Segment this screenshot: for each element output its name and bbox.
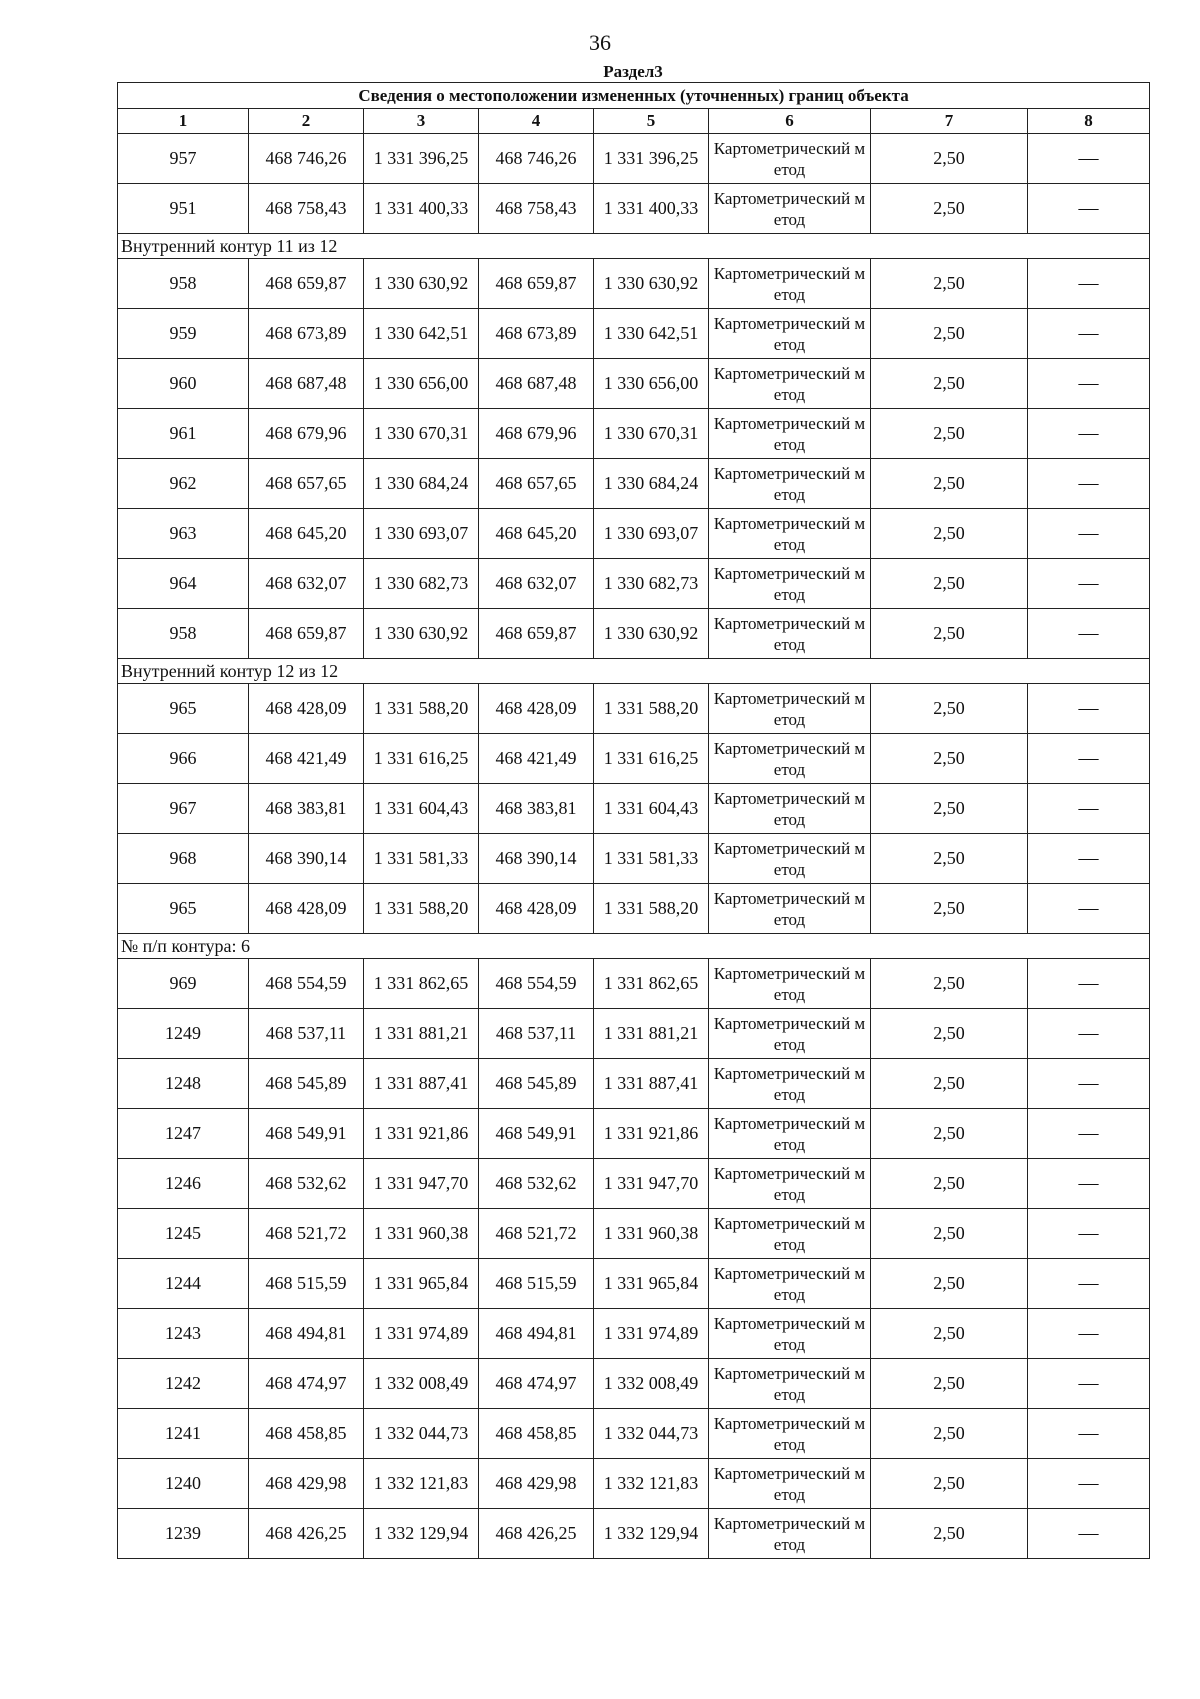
x-coordinate-cell: 468 383,81 xyxy=(249,784,364,834)
y-coordinate-cell: 1 332 008,49 xyxy=(364,1359,479,1409)
x-coordinate-cell: 468 428,09 xyxy=(479,884,594,934)
column-number: 2 xyxy=(249,109,364,134)
accuracy-cell: 2,50 xyxy=(871,884,1028,934)
y-coordinate-cell: 1 331 960,38 xyxy=(364,1209,479,1259)
description-cell: — xyxy=(1028,1309,1150,1359)
point-number-cell: 964 xyxy=(118,559,249,609)
accuracy-cell: 2,50 xyxy=(871,509,1028,559)
x-coordinate-cell: 468 673,89 xyxy=(249,309,364,359)
point-number-cell: 1245 xyxy=(118,1209,249,1259)
point-number-cell: 1244 xyxy=(118,1259,249,1309)
description-cell: — xyxy=(1028,734,1150,784)
x-coordinate-cell: 468 428,09 xyxy=(479,684,594,734)
table-row xyxy=(118,359,1150,409)
accuracy-cell: 2,50 xyxy=(871,134,1028,184)
description-cell: — xyxy=(1028,409,1150,459)
point-number-cell: 963 xyxy=(118,509,249,559)
column-number: 6 xyxy=(709,109,871,134)
point-number-cell: 1239 xyxy=(118,1509,249,1559)
description-cell: — xyxy=(1028,1009,1150,1059)
page-number: 36 xyxy=(589,30,611,55)
method-cell: Картометрический метод xyxy=(709,459,871,509)
method-cell: Картометрический метод xyxy=(709,1259,871,1309)
accuracy-cell: 2,50 xyxy=(871,359,1028,409)
x-coordinate-cell: 468 428,09 xyxy=(249,684,364,734)
x-coordinate-cell: 468 545,89 xyxy=(479,1059,594,1109)
accuracy-cell: 2,50 xyxy=(871,959,1028,1009)
column-number-row xyxy=(118,109,1150,134)
table-row xyxy=(118,459,1150,509)
method-cell: Картометрический метод xyxy=(709,1359,871,1409)
table-row xyxy=(118,784,1150,834)
y-coordinate-cell: 1 330 642,51 xyxy=(364,309,479,359)
table-row xyxy=(118,684,1150,734)
table-row xyxy=(118,1259,1150,1309)
y-coordinate-cell: 1 330 670,31 xyxy=(364,409,479,459)
x-coordinate-cell: 468 532,62 xyxy=(249,1159,364,1209)
y-coordinate-cell: 1 331 400,33 xyxy=(594,184,709,234)
x-coordinate-cell: 468 383,81 xyxy=(479,784,594,834)
description-cell: — xyxy=(1028,684,1150,734)
accuracy-cell: 2,50 xyxy=(871,1309,1028,1359)
contour-group-row xyxy=(118,659,1150,684)
description-cell: — xyxy=(1028,1209,1150,1259)
table-row xyxy=(118,1109,1150,1159)
x-coordinate-cell: 468 545,89 xyxy=(249,1059,364,1109)
table-row xyxy=(118,1409,1150,1459)
column-number: 3 xyxy=(364,109,479,134)
point-number-cell: 961 xyxy=(118,409,249,459)
x-coordinate-cell: 468 549,91 xyxy=(479,1109,594,1159)
method-cell: Картометрический метод xyxy=(709,1409,871,1459)
accuracy-cell: 2,50 xyxy=(871,459,1028,509)
method-cell: Картометрический метод xyxy=(709,1209,871,1259)
method-cell: Картометрический метод xyxy=(709,259,871,309)
table-row xyxy=(118,1509,1150,1559)
method-cell: Картометрический метод xyxy=(709,884,871,934)
x-coordinate-cell: 468 521,72 xyxy=(479,1209,594,1259)
column-number: 1 xyxy=(118,109,249,134)
y-coordinate-cell: 1 330 670,31 xyxy=(594,409,709,459)
x-coordinate-cell: 468 687,48 xyxy=(479,359,594,409)
y-coordinate-cell: 1 330 630,92 xyxy=(364,259,479,309)
x-coordinate-cell: 468 687,48 xyxy=(249,359,364,409)
y-coordinate-cell: 1 330 693,07 xyxy=(594,509,709,559)
x-coordinate-cell: 468 659,87 xyxy=(479,259,594,309)
description-cell: — xyxy=(1028,1409,1150,1459)
y-coordinate-cell: 1 330 682,73 xyxy=(594,559,709,609)
column-number: 7 xyxy=(871,109,1028,134)
x-coordinate-cell: 468 474,97 xyxy=(479,1359,594,1409)
accuracy-cell: 2,50 xyxy=(871,784,1028,834)
y-coordinate-cell: 1 330 656,00 xyxy=(364,359,479,409)
x-coordinate-cell: 468 474,97 xyxy=(249,1359,364,1409)
x-coordinate-cell: 468 554,59 xyxy=(479,959,594,1009)
y-coordinate-cell: 1 331 396,25 xyxy=(594,134,709,184)
accuracy-cell: 2,50 xyxy=(871,1159,1028,1209)
description-cell: — xyxy=(1028,1509,1150,1559)
y-coordinate-cell: 1 332 044,73 xyxy=(594,1409,709,1459)
x-coordinate-cell: 468 673,89 xyxy=(479,309,594,359)
y-coordinate-cell: 1 332 121,83 xyxy=(594,1459,709,1509)
x-coordinate-cell: 468 657,65 xyxy=(479,459,594,509)
section-label: Раздел3 xyxy=(603,62,663,81)
accuracy-cell: 2,50 xyxy=(871,609,1028,659)
y-coordinate-cell: 1 331 965,84 xyxy=(594,1259,709,1309)
y-coordinate-cell: 1 331 581,33 xyxy=(594,834,709,884)
x-coordinate-cell: 468 521,72 xyxy=(249,1209,364,1259)
x-coordinate-cell: 468 421,49 xyxy=(249,734,364,784)
method-cell: Картометрический метод xyxy=(709,184,871,234)
x-coordinate-cell: 468 458,85 xyxy=(249,1409,364,1459)
method-cell: Картометрический метод xyxy=(709,1109,871,1159)
y-coordinate-cell: 1 331 960,38 xyxy=(594,1209,709,1259)
table-row xyxy=(118,1459,1150,1509)
table-row xyxy=(118,959,1150,1009)
y-coordinate-cell: 1 332 129,94 xyxy=(364,1509,479,1559)
y-coordinate-cell: 1 331 588,20 xyxy=(594,684,709,734)
y-coordinate-cell: 1 332 008,49 xyxy=(594,1359,709,1409)
y-coordinate-cell: 1 331 887,41 xyxy=(594,1059,709,1109)
x-coordinate-cell: 468 421,49 xyxy=(479,734,594,784)
point-number-cell: 1240 xyxy=(118,1459,249,1509)
method-cell: Картометрический метод xyxy=(709,959,871,1009)
x-coordinate-cell: 468 515,59 xyxy=(479,1259,594,1309)
point-number-cell: 958 xyxy=(118,259,249,309)
x-coordinate-cell: 468 645,20 xyxy=(479,509,594,559)
x-coordinate-cell: 468 632,07 xyxy=(479,559,594,609)
table-row xyxy=(118,1359,1150,1409)
point-number-cell: 966 xyxy=(118,734,249,784)
description-cell: — xyxy=(1028,1159,1150,1209)
y-coordinate-cell: 1 332 121,83 xyxy=(364,1459,479,1509)
description-cell: — xyxy=(1028,1359,1150,1409)
table-row xyxy=(118,184,1150,234)
x-coordinate-cell: 468 426,25 xyxy=(479,1509,594,1559)
y-coordinate-cell: 1 332 129,94 xyxy=(594,1509,709,1559)
accuracy-cell: 2,50 xyxy=(871,309,1028,359)
accuracy-cell: 2,50 xyxy=(871,834,1028,884)
description-cell: — xyxy=(1028,834,1150,884)
table-row xyxy=(118,1159,1150,1209)
document-sheet xyxy=(117,62,1149,1559)
accuracy-cell: 2,50 xyxy=(871,1059,1028,1109)
method-cell: Картометрический метод xyxy=(709,134,871,184)
description-cell: — xyxy=(1028,1259,1150,1309)
x-coordinate-cell: 468 494,81 xyxy=(249,1309,364,1359)
method-cell: Картометрический метод xyxy=(709,784,871,834)
x-coordinate-cell: 468 494,81 xyxy=(479,1309,594,1359)
description-cell: — xyxy=(1028,359,1150,409)
description-cell: — xyxy=(1028,1059,1150,1109)
column-number: 5 xyxy=(594,109,709,134)
point-number-cell: 965 xyxy=(118,884,249,934)
point-number-cell: 968 xyxy=(118,834,249,884)
method-cell: Картометрический метод xyxy=(709,734,871,784)
table-row xyxy=(118,509,1150,559)
description-cell: — xyxy=(1028,134,1150,184)
point-number-cell: 969 xyxy=(118,959,249,1009)
accuracy-cell: 2,50 xyxy=(871,684,1028,734)
y-coordinate-cell: 1 331 396,25 xyxy=(364,134,479,184)
y-coordinate-cell: 1 331 921,86 xyxy=(594,1109,709,1159)
x-coordinate-cell: 468 632,07 xyxy=(249,559,364,609)
x-coordinate-cell: 468 429,98 xyxy=(249,1459,364,1509)
point-number-cell: 1243 xyxy=(118,1309,249,1359)
x-coordinate-cell: 468 679,96 xyxy=(249,409,364,459)
method-cell: Картометрический метод xyxy=(709,834,871,884)
accuracy-cell: 2,50 xyxy=(871,409,1028,459)
x-coordinate-cell: 468 659,87 xyxy=(479,609,594,659)
table-row xyxy=(118,1059,1150,1109)
table-row xyxy=(118,134,1150,184)
y-coordinate-cell: 1 331 881,21 xyxy=(594,1009,709,1059)
description-cell: — xyxy=(1028,184,1150,234)
y-coordinate-cell: 1 330 684,24 xyxy=(594,459,709,509)
point-number-cell: 962 xyxy=(118,459,249,509)
accuracy-cell: 2,50 xyxy=(871,1509,1028,1559)
description-cell: — xyxy=(1028,1459,1150,1509)
table-row xyxy=(118,409,1150,459)
accuracy-cell: 2,50 xyxy=(871,734,1028,784)
point-number-cell: 1241 xyxy=(118,1409,249,1459)
point-number-cell: 965 xyxy=(118,684,249,734)
x-coordinate-cell: 468 390,14 xyxy=(479,834,594,884)
description-cell: — xyxy=(1028,784,1150,834)
table-row xyxy=(118,1309,1150,1359)
y-coordinate-cell: 1 332 044,73 xyxy=(364,1409,479,1459)
contour-group-label: Внутренний контур 12 из 12 xyxy=(118,659,1150,684)
x-coordinate-cell: 468 537,11 xyxy=(249,1009,364,1059)
y-coordinate-cell: 1 331 881,21 xyxy=(364,1009,479,1059)
table-row xyxy=(118,834,1150,884)
y-coordinate-cell: 1 330 630,92 xyxy=(594,259,709,309)
x-coordinate-cell: 468 659,87 xyxy=(249,609,364,659)
point-number-cell: 967 xyxy=(118,784,249,834)
table-title: Сведения о местоположении измененных (уточненных) границ объекта xyxy=(118,83,1150,109)
point-number-cell: 1242 xyxy=(118,1359,249,1409)
y-coordinate-cell: 1 330 630,92 xyxy=(594,609,709,659)
method-cell: Картометрический метод xyxy=(709,1509,871,1559)
description-cell: — xyxy=(1028,509,1150,559)
x-coordinate-cell: 468 515,59 xyxy=(249,1259,364,1309)
y-coordinate-cell: 1 330 682,73 xyxy=(364,559,479,609)
accuracy-cell: 2,50 xyxy=(871,1009,1028,1059)
accuracy-cell: 2,50 xyxy=(871,1109,1028,1159)
y-coordinate-cell: 1 331 588,20 xyxy=(594,884,709,934)
x-coordinate-cell: 468 659,87 xyxy=(249,259,364,309)
y-coordinate-cell: 1 330 693,07 xyxy=(364,509,479,559)
point-number-cell: 958 xyxy=(118,609,249,659)
y-coordinate-cell: 1 331 400,33 xyxy=(364,184,479,234)
y-coordinate-cell: 1 331 604,43 xyxy=(594,784,709,834)
y-coordinate-cell: 1 330 684,24 xyxy=(364,459,479,509)
table-body xyxy=(118,134,1150,1559)
x-coordinate-cell: 468 390,14 xyxy=(249,834,364,884)
contour-group-row xyxy=(118,234,1150,259)
accuracy-cell: 2,50 xyxy=(871,1359,1028,1409)
y-coordinate-cell: 1 331 862,65 xyxy=(364,959,479,1009)
contour-group-label: № п/п контура: 6 xyxy=(118,934,1150,959)
y-coordinate-cell: 1 331 965,84 xyxy=(364,1259,479,1309)
method-cell: Картометрический метод xyxy=(709,309,871,359)
x-coordinate-cell: 468 537,11 xyxy=(479,1009,594,1059)
y-coordinate-cell: 1 331 862,65 xyxy=(594,959,709,1009)
point-number-cell: 1248 xyxy=(118,1059,249,1109)
accuracy-cell: 2,50 xyxy=(871,1209,1028,1259)
x-coordinate-cell: 468 758,43 xyxy=(249,184,364,234)
method-cell: Картометрический метод xyxy=(709,684,871,734)
y-coordinate-cell: 1 330 630,92 xyxy=(364,609,479,659)
description-cell: — xyxy=(1028,1109,1150,1159)
y-coordinate-cell: 1 331 616,25 xyxy=(594,734,709,784)
description-cell: — xyxy=(1028,884,1150,934)
method-cell: Картометрический метод xyxy=(709,509,871,559)
y-coordinate-cell: 1 331 947,70 xyxy=(364,1159,479,1209)
contour-group-row xyxy=(118,934,1150,959)
point-number-cell: 1247 xyxy=(118,1109,249,1159)
column-number: 8 xyxy=(1028,109,1150,134)
point-number-cell: 1246 xyxy=(118,1159,249,1209)
table-row xyxy=(118,559,1150,609)
table-row xyxy=(118,1009,1150,1059)
method-cell: Картометрический метод xyxy=(709,1159,871,1209)
description-cell: — xyxy=(1028,459,1150,509)
x-coordinate-cell: 468 429,98 xyxy=(479,1459,594,1509)
table-row xyxy=(118,309,1150,359)
description-cell: — xyxy=(1028,609,1150,659)
y-coordinate-cell: 1 331 947,70 xyxy=(594,1159,709,1209)
description-cell: — xyxy=(1028,259,1150,309)
point-number-cell: 959 xyxy=(118,309,249,359)
method-cell: Картометрический метод xyxy=(709,1309,871,1359)
x-coordinate-cell: 468 758,43 xyxy=(479,184,594,234)
y-coordinate-cell: 1 330 656,00 xyxy=(594,359,709,409)
point-number-cell: 960 xyxy=(118,359,249,409)
x-coordinate-cell: 468 645,20 xyxy=(249,509,364,559)
y-coordinate-cell: 1 331 588,20 xyxy=(364,884,479,934)
y-coordinate-cell: 1 330 642,51 xyxy=(594,309,709,359)
accuracy-cell: 2,50 xyxy=(871,1409,1028,1459)
description-cell: — xyxy=(1028,559,1150,609)
table-row xyxy=(118,884,1150,934)
method-cell: Картометрический метод xyxy=(709,559,871,609)
accuracy-cell: 2,50 xyxy=(871,559,1028,609)
method-cell: Картометрический метод xyxy=(709,609,871,659)
method-cell: Картометрический метод xyxy=(709,1009,871,1059)
method-cell: Картометрический метод xyxy=(709,409,871,459)
y-coordinate-cell: 1 331 604,43 xyxy=(364,784,479,834)
point-number-cell: 1249 xyxy=(118,1009,249,1059)
accuracy-cell: 2,50 xyxy=(871,184,1028,234)
x-coordinate-cell: 468 657,65 xyxy=(249,459,364,509)
x-coordinate-cell: 468 549,91 xyxy=(249,1109,364,1159)
table-row xyxy=(118,1209,1150,1259)
table-row xyxy=(118,609,1150,659)
y-coordinate-cell: 1 331 581,33 xyxy=(364,834,479,884)
x-coordinate-cell: 468 746,26 xyxy=(249,134,364,184)
y-coordinate-cell: 1 331 588,20 xyxy=(364,684,479,734)
accuracy-cell: 2,50 xyxy=(871,1459,1028,1509)
x-coordinate-cell: 468 679,96 xyxy=(479,409,594,459)
x-coordinate-cell: 468 746,26 xyxy=(479,134,594,184)
description-cell: — xyxy=(1028,309,1150,359)
y-coordinate-cell: 1 331 887,41 xyxy=(364,1059,479,1109)
y-coordinate-cell: 1 331 974,89 xyxy=(594,1309,709,1359)
y-coordinate-cell: 1 331 921,86 xyxy=(364,1109,479,1159)
method-cell: Картометрический метод xyxy=(709,1459,871,1509)
table-row xyxy=(118,734,1150,784)
column-number: 4 xyxy=(479,109,594,134)
x-coordinate-cell: 468 428,09 xyxy=(249,884,364,934)
description-cell: — xyxy=(1028,959,1150,1009)
accuracy-cell: 2,50 xyxy=(871,259,1028,309)
y-coordinate-cell: 1 331 974,89 xyxy=(364,1309,479,1359)
point-number-cell: 951 xyxy=(118,184,249,234)
method-cell: Картометрический метод xyxy=(709,1059,871,1109)
x-coordinate-cell: 468 554,59 xyxy=(249,959,364,1009)
method-cell: Картометрический метод xyxy=(709,359,871,409)
coordinates-table xyxy=(117,82,1150,1559)
x-coordinate-cell: 468 532,62 xyxy=(479,1159,594,1209)
x-coordinate-cell: 468 458,85 xyxy=(479,1409,594,1459)
point-number-cell: 957 xyxy=(118,134,249,184)
contour-group-label: Внутренний контур 11 из 12 xyxy=(118,234,1150,259)
y-coordinate-cell: 1 331 616,25 xyxy=(364,734,479,784)
accuracy-cell: 2,50 xyxy=(871,1259,1028,1309)
x-coordinate-cell: 468 426,25 xyxy=(249,1509,364,1559)
table-row xyxy=(118,259,1150,309)
